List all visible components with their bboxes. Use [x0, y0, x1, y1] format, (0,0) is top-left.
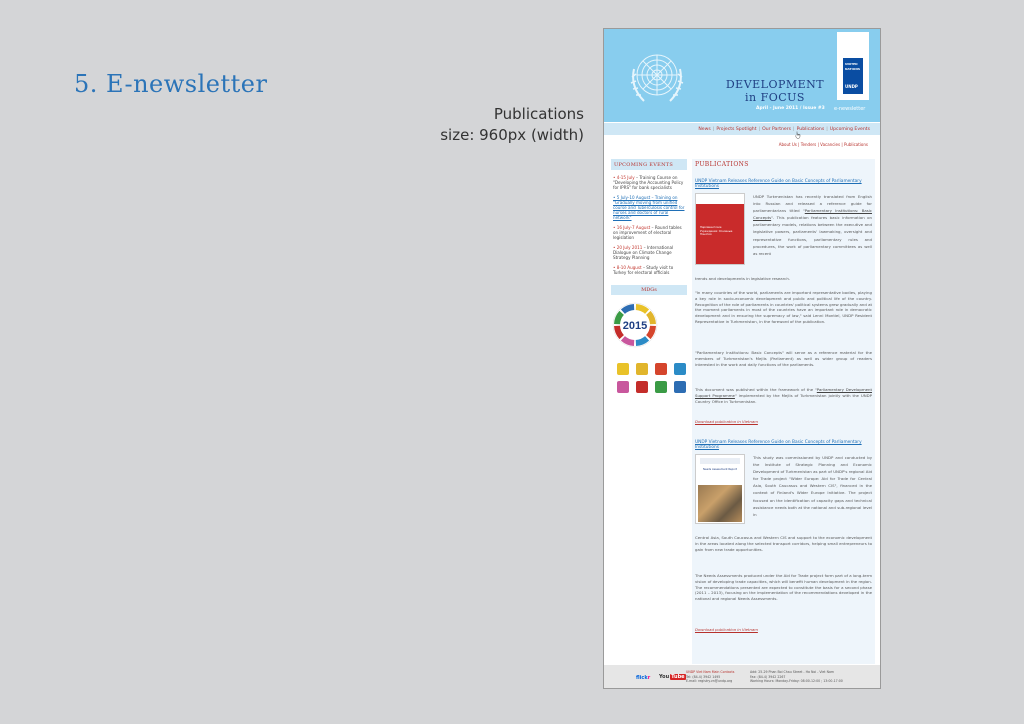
- newsletter-mockup: [603, 28, 881, 689]
- undp-logo-mark: [843, 58, 863, 94]
- footer-address: [750, 670, 843, 684]
- mdgs-heading: MDGs: [611, 285, 687, 295]
- youtube-icon[interactable]: [658, 674, 686, 680]
- event-item[interactable]: [613, 265, 685, 275]
- mdg-year: 2015: [622, 320, 648, 332]
- programme-link[interactable]: Parliamentary Development Support Programme: [695, 387, 872, 398]
- article-2-para-1: Central Asia, South Caucasus and Western CIS and support to the economic development in the areas located along the selected transport corridors, helping small entrepreneurs to gain from new trade opportunities.: [695, 535, 872, 552]
- article-1-para-1: trends and developments in legislative research.: [695, 276, 791, 281]
- article-2-intro: This study was commissioned by UNDP and conducted by the Institute of Strategic Planning and Economic Development of Turkmenistan as part of UNDP's regional Aid for Trade project "Wider Europe: Aid for Trade for Central Asia, South Caucasus and Western CIS", financed in the context of Finland's Wider Europe Initiative. The project focused on the identification of capacity gaps and technical assistance needs both at the national and sub-regional level in: [753, 455, 872, 517]
- nav-projects-spotlight[interactable]: Projects Spotlight: [716, 126, 757, 132]
- event-text: – Study visit to Turkey for electoral officials: [613, 265, 674, 275]
- article-1-para-3: "Parliamentary Institutions: Basic Concepts" will serve as a reference material for the members of Turkmenistan's Mejlis (Parliament) as well as wider group of readers interested in the work and daily functions of the parliaments.: [695, 350, 872, 367]
- nav-separator: |: [712, 126, 715, 132]
- event-text: • 5 July-10 August – Training on "Gradually moving from unified course and Tuberculosis control for nurses and doctors of rural network": [613, 195, 685, 220]
- thumbnail-title: Needs Assessment Report: [703, 468, 737, 471]
- nav-separator: |: [758, 126, 761, 132]
- footer-contacts: [686, 670, 734, 684]
- youtube-text-accent: Tube: [671, 674, 685, 680]
- article-1-download-link[interactable]: Download publication in Vietnam: [695, 419, 758, 424]
- article-2-download-link[interactable]: Download publication in Vietnam: [695, 627, 758, 632]
- undp-logo-line2: NATIONS: [845, 67, 860, 71]
- newsletter-footer: [604, 665, 881, 689]
- nav-our-partners[interactable]: Our Partners: [762, 126, 792, 132]
- undp-logo-line1: UNITED: [845, 62, 858, 66]
- footer-tel: Tel: (84-4) 3942 1495: [686, 674, 721, 679]
- footer-contacts-title: UNDP Viet Nam Main Contacts: [686, 670, 735, 674]
- newsletter-title: [722, 78, 828, 104]
- top-nav: [604, 123, 881, 135]
- nav-publications[interactable]: Publications: [796, 126, 825, 132]
- slide-title: 5. E-newsletter: [74, 70, 268, 98]
- mdg-2015-logo[interactable]: [611, 301, 659, 349]
- upcoming-events-heading: UPCOMING EVENTS: [611, 159, 687, 170]
- nav-separator: |: [793, 126, 795, 132]
- article-1-para-2: "In many countries of the world, parliaments are important representative bodies, playing a key role in socio-economic development and public and political life of the country. Recognition of the role of parliaments in countries' political systems grew gradually and at the moment parliaments in most of the countries have an important role in democratic development and in ensuring the supremacy of law," said Lenni Montiel, UNDP Resident Representative in Turkmenistan, in the foreword of the publication.: [695, 290, 872, 324]
- article-1-title[interactable]: UNDP Vietnam Releases Reference Guide on Basic Concepts of Parliamentary Institutions: [695, 179, 862, 189]
- mdg-goal-1-icon[interactable]: [617, 363, 629, 375]
- mdg-goal-8-icon[interactable]: [674, 381, 686, 393]
- thumbnail-title: Парламентские Учреждения: Основные Понятия: [700, 226, 733, 236]
- article-1-thumbnail[interactable]: [695, 193, 745, 265]
- event-item[interactable]: [613, 245, 685, 260]
- newsletter-header: [604, 29, 881, 122]
- event-date: • 20 July 2011: [613, 245, 643, 250]
- mdg-goal-2-icon[interactable]: [636, 363, 648, 375]
- para-text: " implemented by the Mejlis of Turkmenistan jointly with the UNDP Country Office in Turkmenistan.: [695, 392, 872, 404]
- event-text: – International Dialogue on Climate Change Strategy Planning: [613, 245, 674, 260]
- event-item[interactable]: [613, 225, 685, 240]
- thumbnail-photo: [698, 485, 742, 522]
- publication-link[interactable]: Parliamentary Institutions: Basic Concepts: [753, 208, 872, 221]
- main-content: [692, 159, 875, 664]
- undp-logo: [837, 32, 869, 100]
- slide-subtitle: [440, 104, 584, 146]
- nav-news[interactable]: News: [698, 126, 711, 132]
- thumbnail-logos: [700, 458, 740, 464]
- article-1-intro: [753, 193, 872, 257]
- flickr-text: flick: [636, 675, 648, 681]
- newsletter-title-line2: in FOCUS: [745, 91, 805, 104]
- intro-text: UNDP Turkmenistan has recently translated from English into Russian and released a reference guide for parliamentarians titled ": [753, 194, 872, 214]
- sidebar: [611, 159, 687, 462]
- article-1: [695, 179, 872, 424]
- sub-nav[interactable]: About Us | Tenders | Vacancies | Publications: [778, 142, 868, 147]
- mdg-goal-3-icon[interactable]: [655, 363, 667, 375]
- article-2: [695, 440, 872, 660]
- article-2-thumbnail[interactable]: [695, 454, 745, 524]
- mdg-goals-grid: [617, 363, 687, 393]
- event-item[interactable]: [613, 175, 685, 190]
- mdg-goal-5-icon[interactable]: [617, 381, 629, 393]
- undp-logo-line3: UNDP: [845, 84, 858, 89]
- flickr-text-accent: r: [647, 675, 651, 681]
- slide-subtitle-line2: size: 960px (width): [440, 126, 584, 144]
- intro-text: ". This publication features basic information on parliamentary models, relations between the executive and legislative powers, parliaments' lawmaking, oversight and representative functions, parliamentary rules and procedures, the work of parliamentary committees as well as recent: [753, 215, 872, 256]
- enewsletter-label: e-newsletter: [834, 106, 866, 112]
- youtube-text: You: [659, 674, 670, 680]
- mdg-goal-6-icon[interactable]: [636, 381, 648, 393]
- hand-cursor-icon: [795, 131, 801, 139]
- mdg-goal-7-icon[interactable]: [655, 381, 667, 393]
- event-date: • 8-10 August: [613, 265, 642, 270]
- footer-hours: Working Hours: Monday-Friday: 08:00-12:00 ; 13:00-17:00: [750, 679, 843, 683]
- events-list: [611, 170, 687, 275]
- thumbnail-header: [696, 194, 744, 204]
- nav-upcoming-events[interactable]: Upcoming Events: [829, 126, 870, 132]
- event-date: • 16 July-7 August: [613, 225, 651, 230]
- event-text: – Training Course on "Developing the Accounting Policy for IPRS" for bank specialists: [613, 175, 684, 190]
- article-2-para-2: The Needs Assessments produced under the Aid for Trade project form part of a long-term vision of developing trade capacities, which will benefit human development in the region. The recommendations presented are expected to constitute the basis for a second phase (2011 – 2013), focusing on the implementation of the recommendations developed in the national and regional Needs Assessments.: [695, 573, 872, 602]
- issue-label: April - June 2011 / Issue #3: [756, 106, 825, 111]
- article-1-para-4: [695, 387, 872, 404]
- footer-fax: Fax: (84-4) 3942 2267: [750, 674, 786, 679]
- publications-heading: PUBLICATIONS: [695, 161, 749, 168]
- event-text: – Round tables on improvement of electoral legislation: [613, 225, 682, 240]
- mdg-goal-4-icon[interactable]: [674, 363, 686, 375]
- event-date: • 4-15 July: [613, 175, 635, 180]
- footer-email[interactable]: E-mail: registry.vn@undp.org: [686, 679, 733, 683]
- flickr-icon[interactable]: [636, 675, 650, 681]
- article-2-title[interactable]: UNDP Vietnam Releases Reference Guide on Basic Concepts of Parliamentary Institutions: [695, 440, 862, 450]
- nav-separator: |: [826, 126, 828, 132]
- event-item[interactable]: [613, 195, 685, 220]
- footer-address-line: Add: 25-29 Phan Boi Chau Street - Ha Noi - Viet Nam: [750, 670, 835, 674]
- un-emblem-icon: [626, 47, 688, 109]
- slide-subtitle-line1: Publications: [493, 105, 584, 123]
- newsletter-title-line1: DEVELOPMENT: [725, 78, 825, 91]
- para-text: This document was published within the framework of the ": [695, 387, 817, 392]
